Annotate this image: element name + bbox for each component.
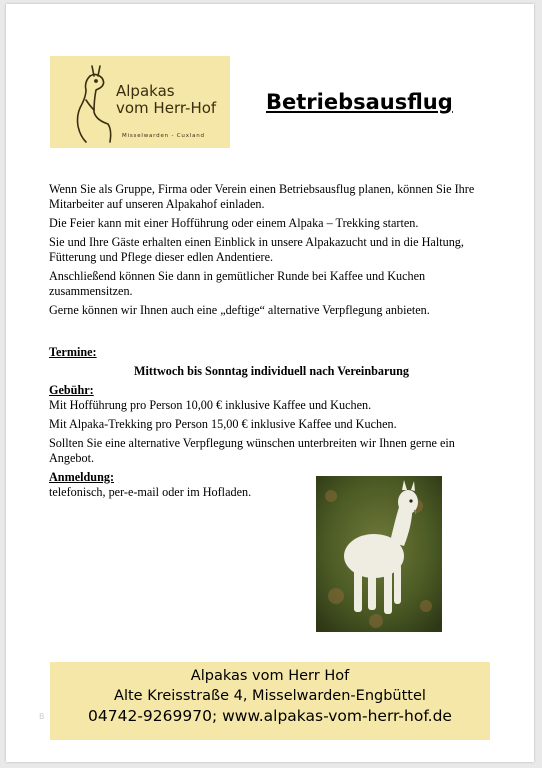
price-line: Sollten Sie eine alternative Verpflegung wünschen unterbreiten wir Ihnen gerne ein Angebot. <box>49 436 455 465</box>
footer-farm-name: Alpakas vom Herr Hof <box>190 668 350 684</box>
paragraph: Sie und Ihre Gäste erhalten einen Einblick in unsere Alpakazucht und in die Haltung, Fütterung und Pflege dieser edlen Andentiere. <box>49 235 464 264</box>
termine-text: Mittwoch bis Sonntag individuell nach Vereinbarung <box>133 364 410 378</box>
farm-logo <box>50 56 230 148</box>
anmeldung-heading: Anmeldung: <box>49 470 115 484</box>
alpaca-logo-icon <box>56 60 116 146</box>
footer-address: Alte Kreisstraße 4, Misselwarden-Engbüttel <box>114 688 426 704</box>
intro-section <box>49 182 494 322</box>
price-line: Mit Alpaka-Trekking pro Person 15,00 € inklusive Kaffee und Kuchen. <box>49 417 397 431</box>
contact-footer <box>50 662 490 740</box>
alpaca-photo <box>316 476 442 632</box>
price-line: Mit Hofführung pro Person 10,00 € inklusive Kaffee und Kuchen. <box>49 398 372 412</box>
gebuehr-heading: Gebühr: <box>49 383 94 397</box>
paragraph: Gerne können wir Ihnen auch eine „deftige“ alternative Verpflegung anbieten. <box>49 303 430 317</box>
paragraph: Die Feier kann mit einer Hofführung oder einem Alpaka – Trekking starten. <box>49 216 419 230</box>
anmeldung-text: telefonisch, per-e-mail oder im Hofladen. <box>49 485 252 499</box>
paragraph: Anschließend können Sie dann in gemütlicher Runde bei Kaffee und Kuchen zusammensitzen. <box>49 269 426 298</box>
watermark: B <box>39 712 45 721</box>
page-title: Betriebsausflug <box>266 90 453 114</box>
logo-name: Alpakas vom Herr-Hof <box>116 82 217 117</box>
paragraph: Wenn Sie als Gruppe, Firma oder Verein einen Betriebsausflug planen, können Sie Ihre Mitarbeiter auf unseren Alpakahof einladen. <box>49 182 475 211</box>
termine-heading: Termine: <box>49 345 97 359</box>
footer-contact: 04742-9269970; www.alpakas-vom-herr-hof.de <box>88 707 452 725</box>
logo-subtitle: Misselwarden - Cuxland <box>122 133 205 139</box>
document-page <box>6 4 534 762</box>
